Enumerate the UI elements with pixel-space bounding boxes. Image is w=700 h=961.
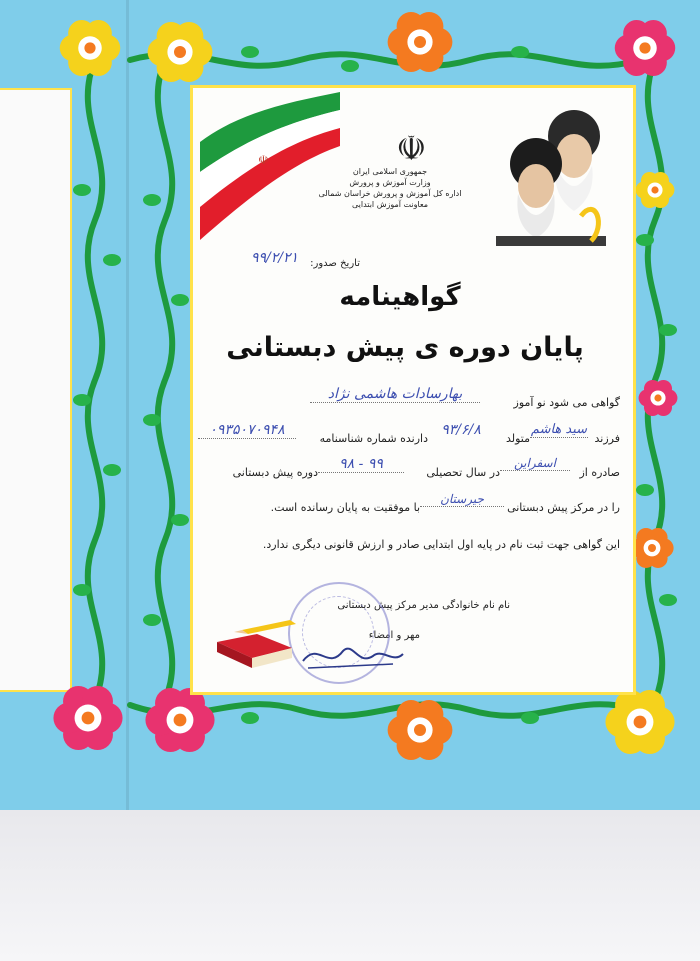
flower-icon [639, 380, 678, 416]
svg-text:☫: ☫ [396, 129, 427, 169]
course-label: دوره پیش دبستانی [232, 466, 318, 479]
academic-year-value: ۹۹ - ۹۸ [318, 456, 404, 473]
signature-scribble [298, 636, 408, 676]
center-label: را در مرکز پیش دبستانی [507, 501, 620, 514]
id-label: دارنده شماره شناسنامه [319, 432, 428, 445]
seal-label: مهر و امضاء [368, 630, 420, 641]
father-name: سید هاشم [530, 422, 588, 437]
completion-text: با موفقیت به پایان رسانده است. [270, 501, 420, 514]
signature-label: نام نام خانوادگی مدیر مرکز پیش دبستانی [337, 600, 510, 611]
academic-year-label: در سال تحصیلی [426, 466, 500, 479]
certificate-subtitle: پایان دوره ی پیش دبستانی [226, 332, 584, 363]
header-line-1: جمهوری اسلامی ایران [352, 167, 428, 176]
svg-text:☫: ☫ [258, 153, 269, 167]
student-name: بهارسادات هاشمی نژاد [310, 386, 480, 403]
header-line-2: وزارت آموزش و پرورش [349, 178, 431, 187]
issue-date-label: تاریخ صدور: [310, 258, 360, 269]
flower-icon [636, 172, 675, 208]
book-pencil-icon [212, 612, 302, 672]
child-of-label: فرزند [594, 432, 620, 445]
portraits-image [496, 96, 606, 246]
flower-icon [60, 20, 120, 76]
flower-icon [630, 528, 673, 568]
flower-icon [605, 690, 674, 754]
flower-icon [145, 688, 214, 752]
legal-note: این گواهی جهت ثبت نام در پایه اول ابتدایی صادر و ارزش قانونی دیگری ندارد. [262, 538, 620, 551]
body-line1-prefix: گواهی می شود نو آموز [513, 396, 620, 409]
header-line-4: معاونت آموزش ابتدایی [351, 200, 429, 209]
born-label: متولد [505, 432, 530, 445]
flower-icon [388, 12, 453, 72]
flower-icon [53, 686, 122, 750]
page-background-bottom [0, 810, 700, 961]
issue-date-value: ۹۹/۲/۲۱ [250, 250, 298, 266]
flower-icon [148, 22, 213, 82]
id-number: ۰۹۳۵۰۷۰۹۴۸ [198, 422, 296, 439]
flower-icon [615, 20, 675, 76]
certificate-title: گواهینامه [339, 282, 461, 312]
issued-label: صادره از [579, 466, 620, 479]
issued-place: اسفراین [500, 456, 570, 471]
birth-date: ۹۳/۶/۸ [441, 422, 481, 438]
header-line-3: اداره کل آموزش و پرورش خراسان شمالی [318, 189, 462, 198]
flower-icon [388, 700, 453, 760]
flag-ribbon-decoration [200, 92, 340, 242]
center-name: جیرستان [420, 492, 504, 507]
iran-emblem-icon [394, 128, 434, 168]
